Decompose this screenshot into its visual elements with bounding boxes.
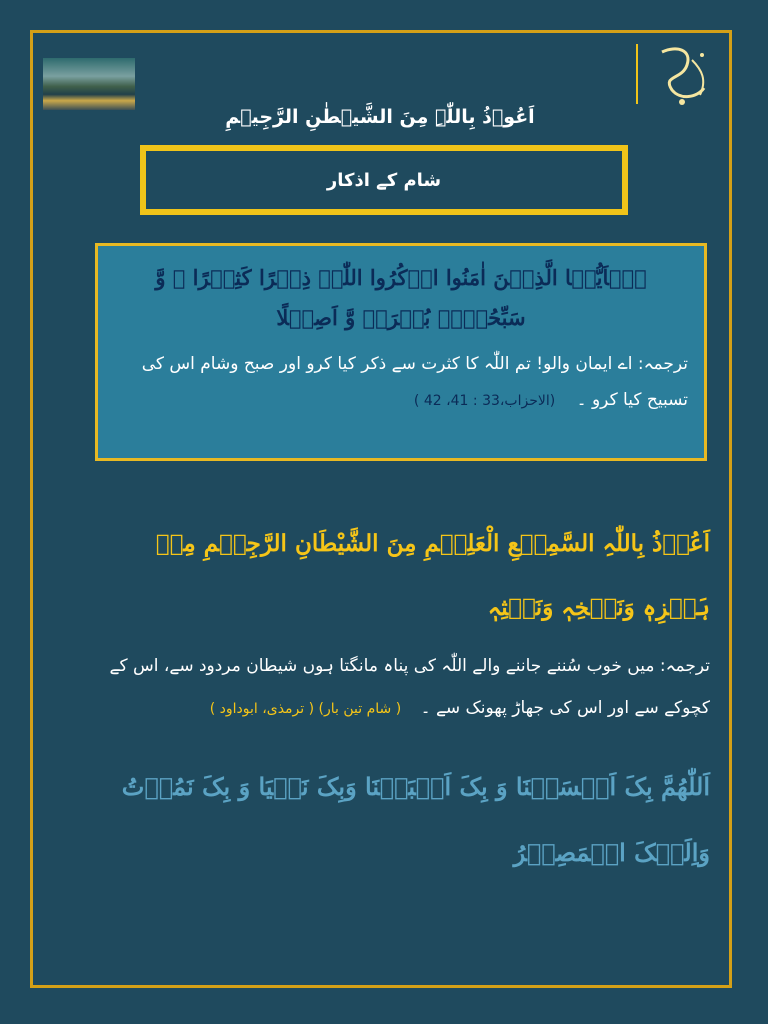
verse-box: [95, 243, 707, 461]
verse-arabic-text: یٰۤاَیُّہَا الَّذِیۡنَ اٰمَنُوا اذۡکُرُوا اللّٰہَ ذِکۡرًا کَثِیۡرًا ۙ وَّ سَبِّحُوۡہُ بُکۡرَۃً وَّ اَصِیۡلًا: [155, 265, 647, 330]
verse-translation: [114, 346, 688, 419]
dua1-translation-text: ترجمہ: میں خوب سُننے جاننے والے اللّٰہ کی پناہ مانگتا ہوں شیطان مردود سے، اس کے کچوکے سے اور اس کی جھاڑ پھونک سے ۔: [109, 656, 710, 718]
page-title: شام کے اذکار: [140, 145, 628, 215]
dua1-reference: ( شام تین بار) ( ترمذی، ابوداود ): [209, 701, 402, 717]
taawwudh-heading: اَعُوۡذُ بِاللّٰہِ مِنَ الشَّیۡطٰنِ الرَّجِیۡمِ: [225, 106, 535, 128]
verse-translation-text: ترجمہ: اے ایمان والو! تم اللّٰہ کا کثرت سے ذکر کیا کرو اور صبح وشام اس کی تسبیح کیا کرو ۔: [141, 354, 688, 410]
calligraphy-logo-icon: [632, 40, 717, 115]
dua1-arabic-text: اَعُوۡذُ بِاللّٰہِ السَّمِیۡعِ الْعَلِیۡمِ مِنَ الشَّیْطَانِ الرَّجِیۡمِ مِنۡ ہَمۡزِہٖ وَنَفۡخِہٖ وَنَفۡثِہٖ: [155, 530, 710, 621]
dua1-translation: [100, 645, 710, 730]
landscape-image-icon: [43, 58, 135, 110]
verse-reference: (الاحزاب،33 : 41، 42 ): [413, 393, 556, 409]
dua2-arabic-text: اَللّٰھُمَّ بِکَ اَمۡسَیۡنَا وَ بِکَ اَصۡبَحۡنَا وَبِکَ نَحۡیَا وَ بِکَ نَمُوۡتُ وَاِلَیۡکَ الۡمَصِیۡرُ: [121, 772, 710, 867]
